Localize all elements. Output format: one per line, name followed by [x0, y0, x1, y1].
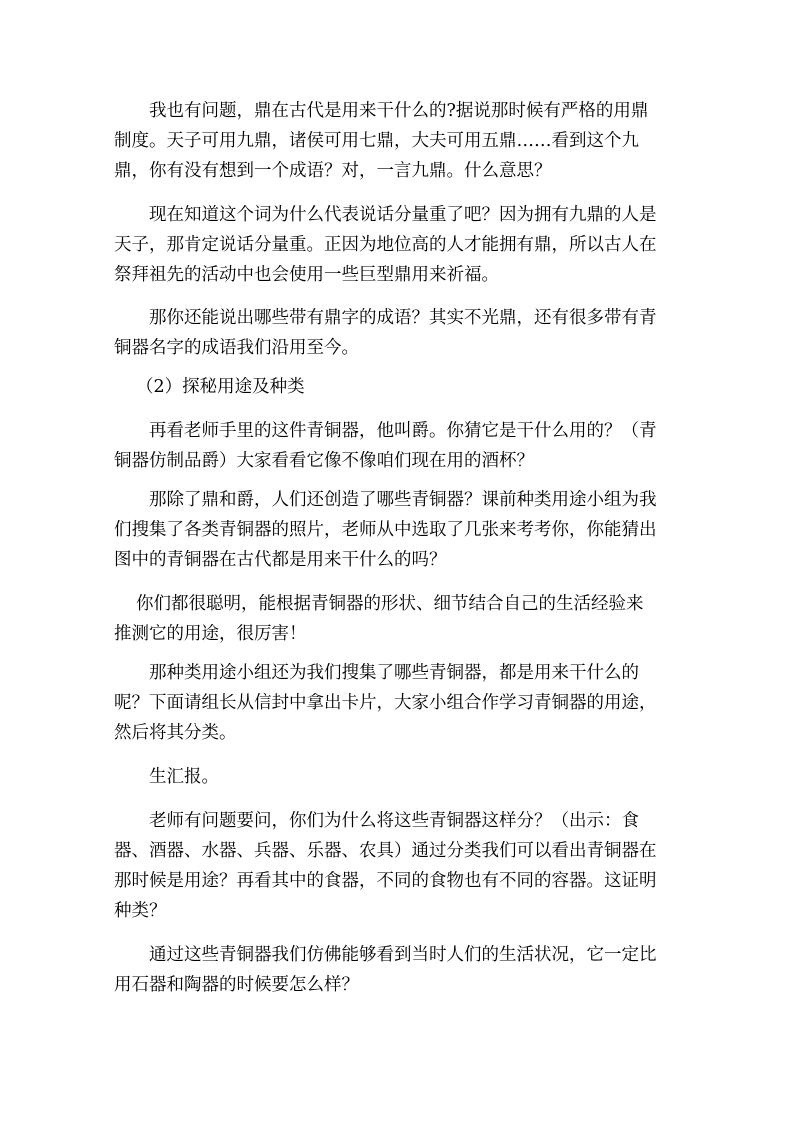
text-line: 制度。天子可用九鼎，诸侯可用七鼎，大夫可用五鼎……看到这个九	[114, 131, 639, 151]
text-line: 祭拜祖先的活动中也会使用一些巨型鼎用来祈福。	[114, 265, 499, 285]
paragraph-9	[114, 806, 684, 926]
text-line: 天子，那肯定说话分量重。正因为地位高的人才能拥有鼎，所以古人在	[114, 235, 657, 255]
text-line: 现在知道这个词为什么代表说话分量重了吧？因为拥有九鼎的人是	[149, 205, 657, 225]
text-line: 那时候是用途？再看其中的食器，不同的食物也有不同的容器。这证明	[114, 871, 657, 891]
text-line: 生汇报。	[149, 767, 219, 787]
text-line: 再看老师手里的这件青铜器，他叫爵。你猜它是干什么用的？（青	[149, 421, 657, 441]
text-line: 那你还能说出哪些带有鼎字的成语？其实不光鼎，还有很多带有青	[149, 308, 657, 328]
text-line: 们搜集了各类青铜器的照片，老师从中选取了几张来考考你，你能猜出	[114, 520, 657, 540]
paragraph-3	[114, 303, 684, 363]
text-line: 鼎，你有没有想到一个成语？对，一言九鼎。什么意思？	[114, 161, 552, 181]
text-line: 器、酒器、水器、兵器、乐器、农具）通过分类我们可以看出青铜器在	[114, 841, 657, 861]
paragraph-8	[114, 762, 684, 792]
section-heading	[114, 372, 684, 402]
heading-line: （2）探秘用途及种类	[136, 377, 305, 397]
text-line: 那除了鼎和爵，人们还创造了哪些青铜器？课前种类用途小组为我	[149, 490, 657, 510]
text-line: 铜器名字的成语我们沿用至今。	[114, 338, 359, 358]
paragraph-10	[114, 940, 684, 1000]
paragraph-1	[114, 96, 684, 186]
text-line: 推测它的用途，很厉害！	[114, 624, 307, 644]
text-line: 你们都很聪明，能根据青铜器的形状、细节结合自己的生活经验来	[136, 594, 644, 614]
paragraph-7	[114, 658, 684, 748]
text-line: 老师有问题要问，你们为什么将这些青铜器这样分？（出示：食	[149, 811, 639, 831]
text-line: 图中的青铜器在古代都是用来干什么的吗？	[114, 550, 447, 570]
paragraph-2	[114, 200, 684, 290]
text-line: 我也有问题，鼎在古代是用来干什么的?据说那时候有严格的用鼎	[149, 101, 649, 121]
text-line: 种类？	[114, 901, 167, 921]
text-line: 然后将其分类。	[114, 723, 237, 743]
text-line: 铜器仿制品爵）大家看看它像不像咱们现在用的酒杯？	[114, 451, 534, 471]
text-line: 呢？下面请组长从信封中拿出卡片，大家小组合作学习青铜器的用途，	[114, 693, 657, 713]
paragraph-6	[114, 589, 684, 649]
text-line: 通过这些青铜器我们仿佛能够看到当时人们的生活状况，它一定比	[149, 945, 657, 965]
paragraph-4	[114, 416, 684, 476]
paragraph-5	[114, 485, 684, 575]
text-line: 那种类用途小组还为我们搜集了哪些青铜器，都是用来干什么的	[149, 663, 639, 683]
text-line: 用石器和陶器的时候要怎么样？	[114, 975, 359, 995]
